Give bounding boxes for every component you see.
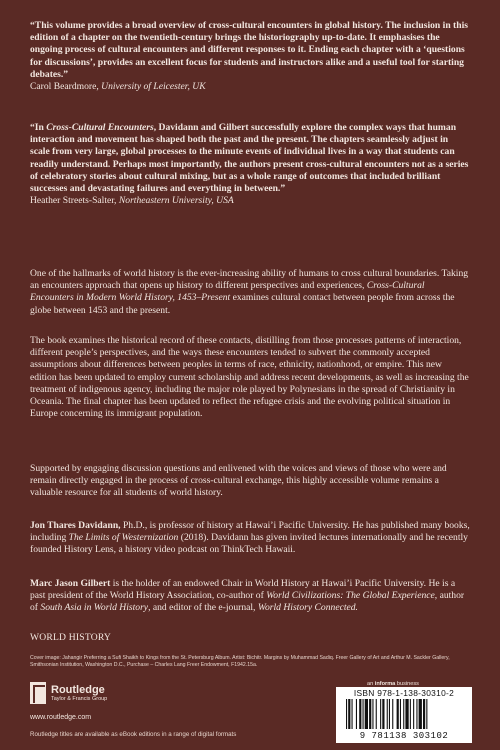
barcode-bar [400,699,401,729]
barcode-bar [369,699,371,729]
publisher-logo [30,682,107,704]
description-paragraph-3 [30,463,470,500]
barcode-bar [405,699,408,729]
quote-1-affiliation: University of Leicester, UK [101,81,206,93]
author-2-bio-mid: , author of [30,590,465,614]
para-1-start: One of the hallmarks of world history is the ever-increasing ability of humans to cross cultural boundaries. Taking an encounters approach that opens up history to different perspectives and experiences, [30,268,469,292]
author-1-book: The Limits of Westernization [68,532,179,544]
para-1-end: examines cultural contact between people from across the globe between 1453 and the present. [30,292,455,316]
review-quote-2 [30,122,470,207]
barcode-bar [356,699,357,729]
barcode-bar [359,699,361,729]
barcode-bar [426,699,427,729]
barcode-bar [392,699,393,729]
barcode-bar [387,699,388,729]
informa-suffix: business [395,681,419,687]
quote-1-text: “This volume provides a broad overview of cross-cultural encounters in global history. The inclusion in this edition of a chapter on the twentieth-century brings the historiography up-to-date. It emphasises the ongoing process of cultural encounters and different responses to it. Ending each chapter with a ‘questions for discussions’, provides an excellent focus for students and instructors alike and a useful tool for starting debates.” [30,20,468,80]
cover-image-credit: Cover image: Jahangir Preferring a Sufi Shaikh to Kings from the St. Petersburg Album. Artist: Bichitr. Margins by Muhammad Sadiq. Freer Gallery of Art and Arthur M. Sackler Gallery, Smithsonian Institution, Washington D.C., Purchase – Charles Lang Freer Endowment, F1942.15a. [30,655,450,669]
author-2-book-1: World Civilizations: The Global Experience [266,590,435,602]
publisher-website: www.routledge.com [30,714,92,721]
barcode-icon [346,699,462,729]
barcode-bar [423,699,425,729]
barcode-bar [416,699,417,729]
book-title: Cross-Cultural Encounters in Modern World History, 1453–Present [30,280,425,304]
quote-2-attribution [30,195,470,207]
barcode-bar [410,699,411,729]
barcode-bar [372,699,373,729]
author-1-bio-start: Ph.D., is professor of history at Hawai’i Pacific University. He has published many books, including [30,520,470,544]
isbn-barcode [336,687,472,743]
quote-1-author: Carol Beardmore, [30,81,99,93]
quote-1-attribution [30,81,470,93]
barcode-bar [413,699,414,729]
para-3-text: Supported by engaging discussion questions and enlivened with the voices and views of those who were and remain directly engaged in the process of cross-cultural exchange, this highly accessible volume remains a valuable resource for all students of world history. [30,463,447,499]
subject-category: WORLD HISTORY [30,632,112,643]
publisher-name: Routledge [51,684,105,696]
author-2-bio-after: , and editor of the e-journal, [148,602,258,614]
barcode-bar [376,699,377,729]
quote-2-author: Heather Streets-Salter, [30,195,117,207]
para-2-text: The book examines the historical record of these contacts, distilling from those processes patterns of interaction, different people’s perspectives, and the ways these encounters tended to subvert the commonly accepted assumptions about differences between peoples in terms of race, ethnicity, nationhood, or empire. This new edition has been updated to employ current scholarship and address recent developments, as well as increasing the treatment of indigenous agency, including the major role played by Polynesians in the spread of Christianity in Oceania. The final chapter has been updated to reflect the refugee crisis and the evolving political situation in Europe concerning its immigrant population. [30,335,469,420]
informa-brand: informa [374,681,396,687]
barcode-bar [397,699,399,729]
quote-2-book-title: Cross-Cultural Encounters [46,122,154,133]
barcode-bar [352,699,353,729]
quote-2-body: , Davidann and Gilbert successfully explore the complex ways that human interaction and movement has shaped both the past and the present. The chapters seamlessly adjust in scale from very large, global processes to the minute events of individual lives in a way that students can readily understand. Perhaps most importantly, the authors present cross-cultural encounters not as a series of celebratory stories about cultural mixing, but as a whole range of outcomes that included brilliant successes and devastating failures and everything in between.” [30,122,469,195]
barcode-bar [389,699,390,729]
description-paragraph-1 [30,268,470,317]
barcode-bar [380,699,381,729]
barcode-number: 9 781138 303102 [359,731,449,741]
barcode-bar [348,699,350,729]
barcode-bar [382,699,384,729]
author-2-bio-start: is the holder of an endowed Chair in World History at Hawai’i Pacific University. He is a past president of the World History Association, co-author of [30,578,456,602]
description-paragraph-2 [30,335,470,420]
isbn-text: ISBN 978-1-138-30310-2 [353,688,455,698]
quote-2-open: “In [30,122,47,133]
author-2-book-3: World History Connected. [257,602,358,614]
quote-2-text [30,122,470,195]
routledge-logo-icon [30,682,46,704]
barcode-bar [419,699,422,729]
author-bio-2 [30,578,470,615]
barcode-bar [365,699,368,729]
ebook-note: Routledge titles are available as eBook editions in a range of digital formats [30,731,237,738]
barcode-bar [346,699,347,729]
author-1-name: Jon Thares Davidann, [30,520,121,531]
informa-prefix: an [367,681,375,687]
author-1-bio-end: (2018). Davidann has given invited lectures internationally and he recently founded History Lens, a history video podcast on ThinkTech Hawaii. [30,532,468,556]
author-2-book-2: South Asia in World History [40,602,149,614]
barcode-bar [403,699,404,729]
barcode-bar [363,699,364,729]
publisher-group: Taylor & Francis Group [51,696,108,702]
review-quote-1 [30,20,470,93]
author-2-name: Marc Jason Gilbert [30,578,111,589]
quote-2-affiliation: Northeastern University, USA [118,195,234,207]
author-bio-1 [30,520,470,557]
